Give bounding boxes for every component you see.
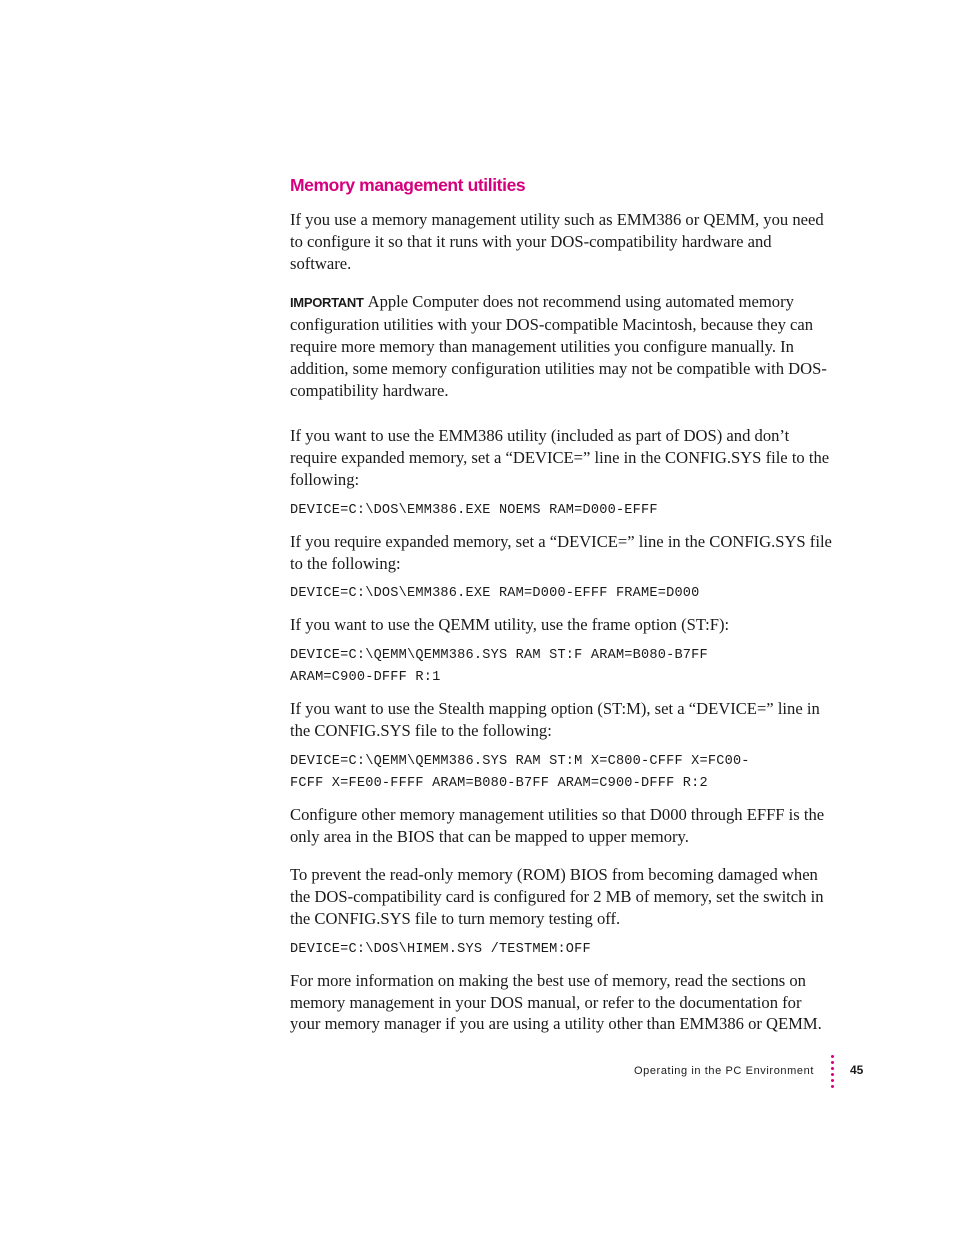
important-text: Apple Computer does not recommend using automated memory configuration utilities with your DOS-compatible Macintosh, because they can require more memory than management utilities you configure manually. In addition, some memory configuration utilities may not be compatible with DOS-compatibility hardware.: [290, 292, 827, 400]
footer-chapter-title: Operating in the PC Environment: [633, 1065, 814, 1077]
configure-other-paragraph: Configure other memory management utilities so that D000 through EFFF is the only area in the BIOS that can be mapped to upper memory.: [290, 804, 825, 846]
code-qemm-frame: DEVICE=C:\QEMM\QEMM386.SYS RAM ST:F ARAM=B080-B7FF ARAM=C900-DFFF R:1: [290, 648, 708, 686]
code-emm386-frame: DEVICE=C:\DOS\EMM386.EXE RAM=D000-EFFF FRAME=D000: [290, 586, 700, 602]
intro-paragraph: If you use a memory management utility such as EMM386 or QEMM, you need to configure it so that it runs with your DOS-compatibility hardware and software.: [290, 210, 824, 273]
page-footer: [560, 1055, 880, 1095]
code-emm386-noems: DEVICE=C:\DOS\EMM386.EXE NOEMS RAM=D000-EFFF: [290, 502, 658, 518]
page-number: 45: [850, 1063, 864, 1077]
code-himem: DEVICE=C:\DOS\HIMEM.SYS /TESTMEM:OFF: [290, 941, 591, 957]
code-qemm-stealth: DEVICE=C:\QEMM\QEMM386.SYS RAM ST:M X=C800-CFFF X=FC00- FCFF X=FE00-FFFF ARAM=B080-B7FF ARAM=C900-DFFF R:2: [290, 753, 750, 791]
important-note: [290, 291, 835, 401]
qemm-intro-paragraph: If you want to use the QEMM utility, use the frame option (ST:F):: [290, 615, 730, 635]
footer-dot-divider: [831, 1055, 835, 1095]
stealth-intro-paragraph: If you want to use the Stealth mapping option (ST:M), set a “DEVICE=” line in the CONFIG.SYS file to the following:: [290, 699, 820, 740]
more-info-paragraph: For more information on making the best use of memory, read the sections on memory management in your DOS manual, or refer to the documentation for your memory manager if you are using a utility other than EMM386 or QEMM.: [290, 970, 822, 1034]
rom-bios-paragraph: To prevent the read-only memory (ROM) BIOS from becoming damaged when the DOS-compatibility card is configured for 2 MB of memory, set the switch in the CONFIG.SYS file to turn memory testing off.: [290, 865, 824, 928]
important-label: IMPORTANT: [290, 295, 364, 311]
emm386-intro-paragraph: If you want to use the EMM386 utility (included as part of DOS) and don’t require expanded memory, set a “DEVICE=” line in the CONFIG.SYS file to the following:: [290, 426, 830, 489]
section-heading: Memory management utilities: [290, 175, 526, 195]
expanded-memory-paragraph: If you require expanded memory, set a “DEVICE=” line in the CONFIG.SYS file to the following:: [290, 531, 832, 573]
main-column: [290, 174, 835, 1052]
